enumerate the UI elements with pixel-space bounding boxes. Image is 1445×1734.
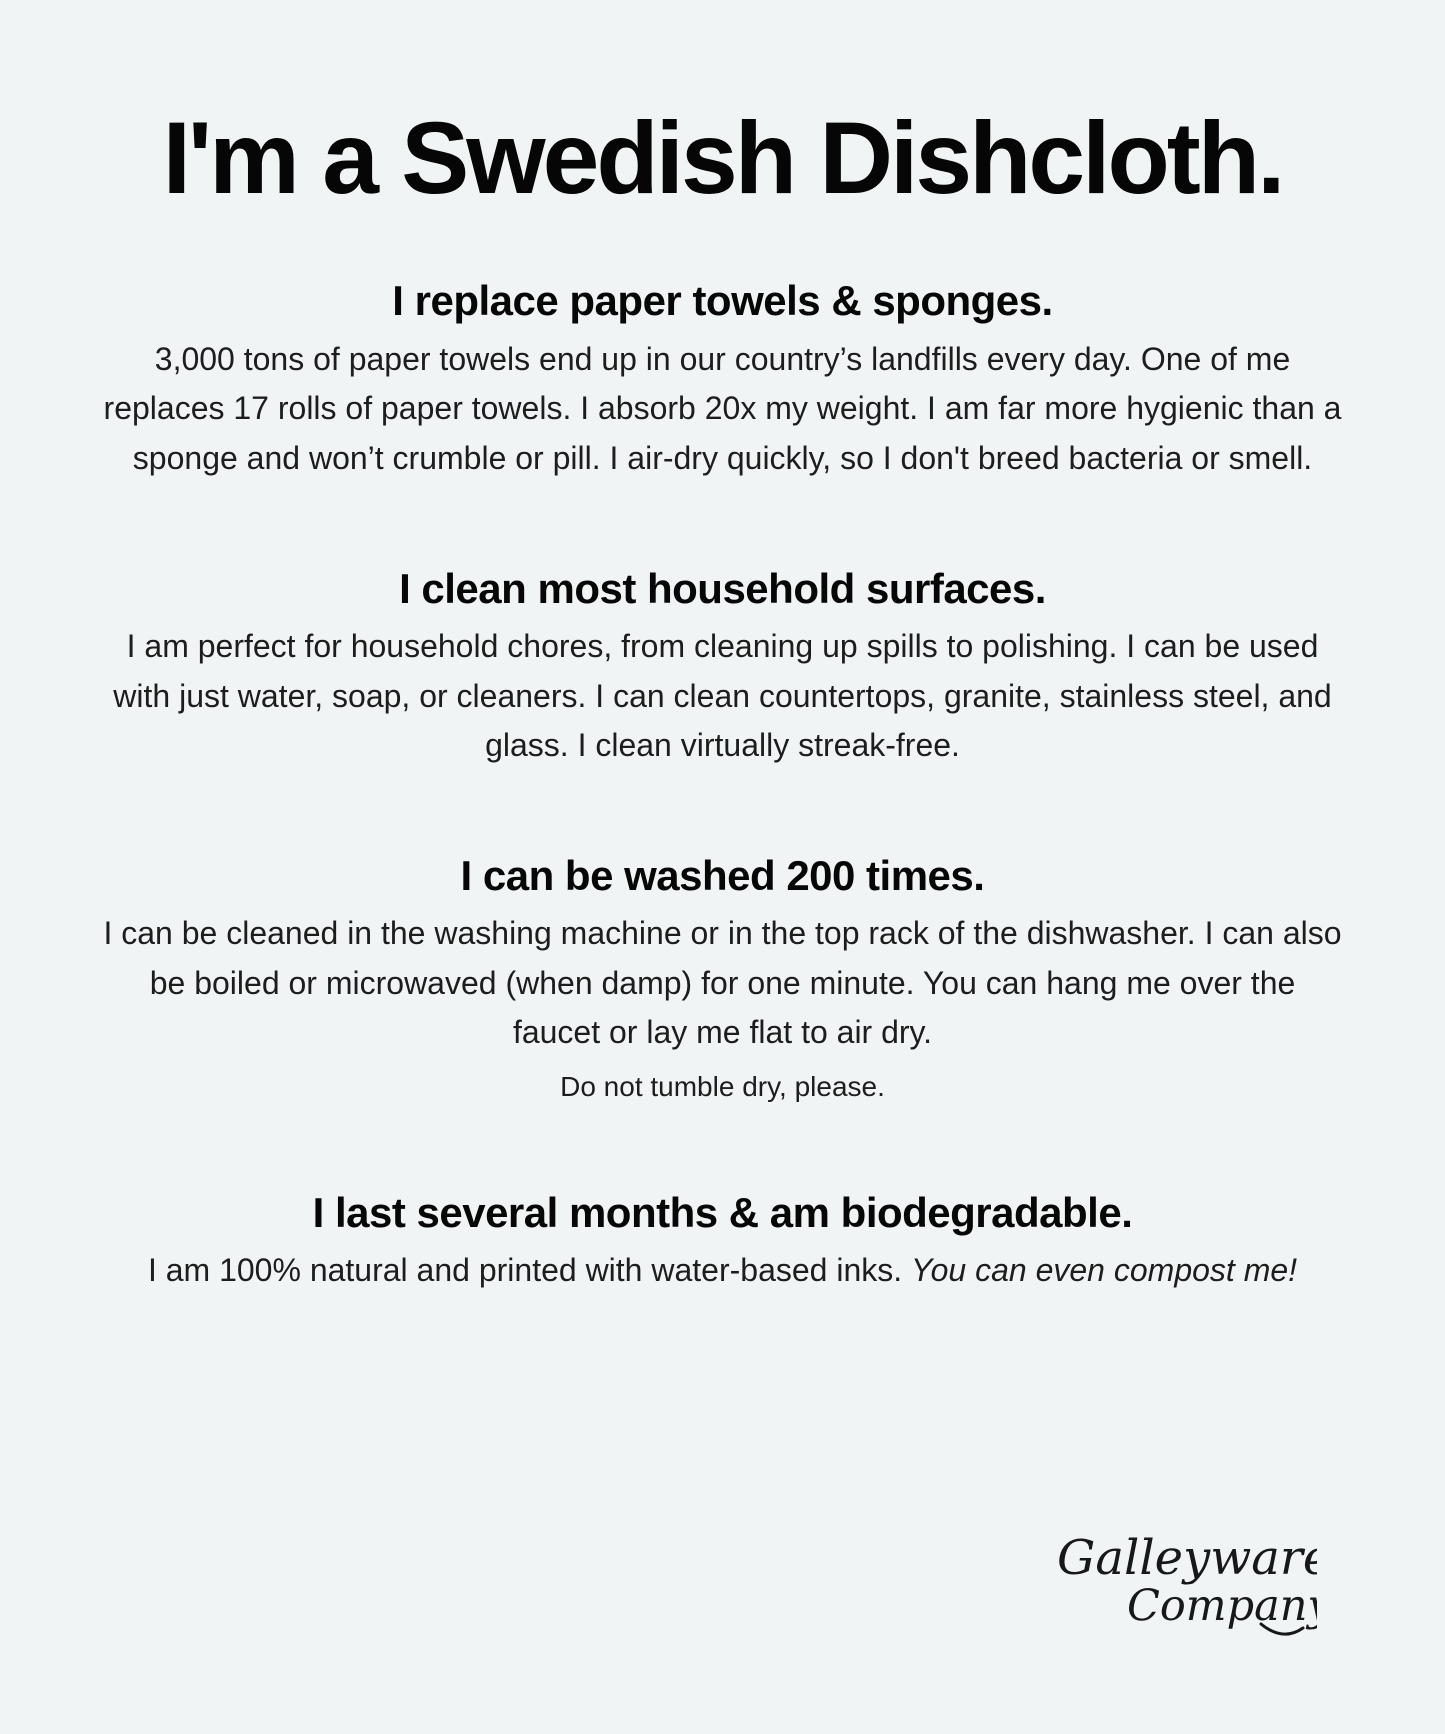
section-heading: I last several months & am biodegradable. xyxy=(312,1188,1133,1236)
section-biodegradable xyxy=(98,1188,1348,1296)
section-body: I am perfect for household chores, from cleaning up spills to polishing. I can be used with just water, soap, or cleaners. I can clean countertops, granite, stainless steel, and glass. I clean virtually streak-free. xyxy=(113,627,1332,764)
page-title: I'm a Swedish Dishcloth. xyxy=(162,101,1283,215)
section-note: Do not tumble dry, please. xyxy=(560,1070,885,1102)
section-body-text: I am 100% natural and printed with water-based inks. xyxy=(147,1252,912,1289)
logo-line2: Company xyxy=(1127,1581,1317,1631)
section-body xyxy=(103,1246,1343,1296)
section-heading: I clean most household surfaces. xyxy=(399,564,1046,612)
poster xyxy=(98,0,1348,1296)
section-heading: I replace paper towels & sponges. xyxy=(392,277,1053,325)
section-heading: I can be washed 200 times. xyxy=(460,851,985,899)
section-washable xyxy=(98,851,1348,1108)
section-body: 3,000 tons of paper towels end up in our country’s landfills every day. One of me replaces 17 rolls of paper towels. I absorb 20x my weight. I am far more hygienic than a sponge and won’t crumble or pill. I air-dry quickly, so I don't breed bacteria or smell. xyxy=(103,340,1342,476)
galleyware-logo xyxy=(1055,1528,1317,1651)
logo-line1: Galleyware xyxy=(1057,1530,1317,1586)
section-body-italic-text: You can even compost me! xyxy=(911,1252,1298,1289)
section-replace-paper-towels xyxy=(98,276,1348,483)
section-clean-surfaces xyxy=(98,564,1348,771)
galleyware-logo-image xyxy=(1055,1528,1317,1646)
section-body: I can be cleaned in the washing machine or in the top rack of the dishwasher. I can also be boiled or microwaved (when damp) for one minute. You can hang me over the faucet or lay me flat to air dry. xyxy=(103,915,1342,1051)
